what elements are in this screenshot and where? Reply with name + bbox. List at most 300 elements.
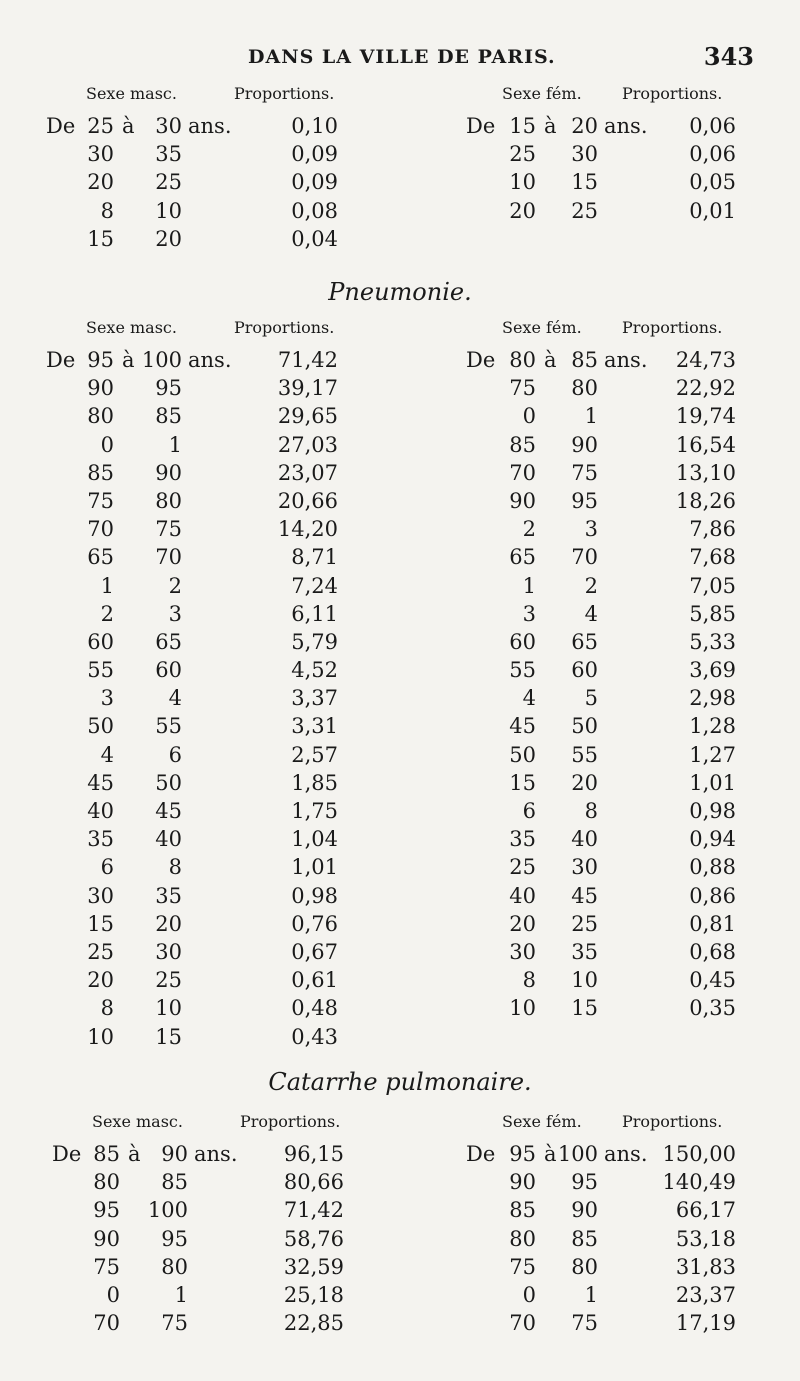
age-to: 1 xyxy=(584,404,598,429)
age-to: 1 xyxy=(174,1282,188,1307)
age-to: 80 xyxy=(161,1254,188,1279)
proportion-value: 1,27 xyxy=(689,742,736,767)
age-connector: à xyxy=(544,348,557,372)
table-row xyxy=(46,714,376,742)
table-row xyxy=(466,912,766,940)
age-from: 25 xyxy=(87,114,114,138)
proportion-value: 0,68 xyxy=(689,939,736,964)
table-row xyxy=(46,545,376,573)
proportion-value: 0,76 xyxy=(291,911,338,936)
age-from: 35 xyxy=(509,827,536,852)
table-row xyxy=(466,1255,766,1283)
proportion-value: 22,92 xyxy=(675,376,736,401)
proportion-value: 2,57 xyxy=(291,742,338,767)
age-from: 85 xyxy=(93,1142,120,1166)
proportion-value: 0,61 xyxy=(291,968,338,993)
proportion-value: 27,03 xyxy=(277,432,338,457)
table-row xyxy=(46,489,376,517)
age-from: 60 xyxy=(87,629,114,654)
proportion-value: 4,52 xyxy=(291,658,338,683)
age-unit: ans. xyxy=(604,1142,648,1166)
age-to: 85 xyxy=(571,1226,598,1251)
age-to: 90 xyxy=(571,1198,598,1223)
table-row xyxy=(466,743,766,771)
table-row xyxy=(46,404,376,432)
age-from: 8 xyxy=(522,968,536,993)
proportion-value: 150,00 xyxy=(662,1142,736,1166)
age-to: 85 xyxy=(571,348,598,372)
table-row xyxy=(466,1142,766,1170)
table-row xyxy=(466,545,766,573)
table-row xyxy=(52,1170,382,1198)
proportion-value: 39,17 xyxy=(277,376,338,401)
proportion-value: 0,98 xyxy=(291,883,338,908)
age-to: 35 xyxy=(155,142,182,167)
age-to: 8 xyxy=(168,855,182,880)
sex-label: Sexe masc. xyxy=(86,84,177,103)
proportion-value: 0,88 xyxy=(689,855,736,880)
age-to: 45 xyxy=(155,799,182,823)
proportion-value: 1,04 xyxy=(291,827,338,852)
age-to: 30 xyxy=(571,142,598,167)
table-row xyxy=(52,1255,382,1283)
table-row xyxy=(46,1025,376,1053)
proportion-value: 58,76 xyxy=(283,1226,344,1251)
age-to: 50 xyxy=(571,714,598,739)
proportion-value: 17,19 xyxy=(675,1311,736,1336)
proportion-value: 20,66 xyxy=(277,488,338,513)
age-to: 1 xyxy=(584,1282,598,1307)
table-row xyxy=(46,170,376,198)
table-row xyxy=(466,714,766,742)
age-connector: à xyxy=(544,114,557,138)
proportion-value: 0,05 xyxy=(689,170,736,195)
age-to: 15 xyxy=(155,1024,182,1049)
proportions-label: Proportions. xyxy=(240,1112,341,1131)
age-to: 95 xyxy=(161,1226,188,1251)
age-to: 90 xyxy=(155,460,182,485)
age-from: 90 xyxy=(509,1170,536,1195)
age-from: 0 xyxy=(522,404,536,429)
age-from: 65 xyxy=(509,545,536,570)
age-from: 25 xyxy=(509,142,536,167)
table-row xyxy=(466,884,766,912)
age-from: 15 xyxy=(509,114,536,138)
table-pneumonie-female xyxy=(466,318,766,1025)
table-row xyxy=(46,199,376,227)
age-to: 70 xyxy=(155,545,182,570)
table-continued-male xyxy=(46,84,376,255)
proportion-value: 0,09 xyxy=(291,142,338,167)
proportions-label: Proportions. xyxy=(622,318,723,337)
proportion-value: 0,86 xyxy=(689,883,736,908)
age-from: 90 xyxy=(509,488,536,513)
age-to: 15 xyxy=(571,996,598,1021)
age-from: 55 xyxy=(509,658,536,683)
column-header xyxy=(466,1112,766,1142)
row-prefix: De xyxy=(466,1142,496,1166)
age-from: 40 xyxy=(87,799,114,823)
age-to: 55 xyxy=(571,742,598,767)
age-from: 20 xyxy=(509,198,536,223)
age-from: 1 xyxy=(100,573,114,598)
proportion-value: 14,20 xyxy=(277,517,338,542)
age-to: 10 xyxy=(571,968,598,993)
row-prefix: De xyxy=(46,348,76,372)
age-from: 1 xyxy=(522,573,536,598)
age-from: 95 xyxy=(93,1198,120,1223)
age-from: 4 xyxy=(522,686,536,711)
age-from: 80 xyxy=(93,1170,120,1195)
age-from: 2 xyxy=(522,517,536,542)
proportion-value: 6,11 xyxy=(291,601,338,626)
sex-label: Sexe fém. xyxy=(502,318,582,337)
proportion-value: 0,98 xyxy=(689,799,736,823)
table-row xyxy=(466,602,766,630)
age-connector: à xyxy=(128,1142,141,1166)
proportion-value: 29,65 xyxy=(277,404,338,429)
proportion-value: 0,81 xyxy=(689,911,736,936)
table-row xyxy=(46,940,376,968)
age-to: 2 xyxy=(584,573,598,598)
proportion-value: 0,45 xyxy=(689,968,736,993)
age-from: 10 xyxy=(509,170,536,195)
age-to: 10 xyxy=(155,198,182,223)
age-to: 4 xyxy=(168,686,182,711)
age-from: 70 xyxy=(87,517,114,542)
proportion-value: 16,54 xyxy=(675,432,736,457)
age-from: 4 xyxy=(100,742,114,767)
table-row xyxy=(46,827,376,855)
age-to: 75 xyxy=(571,1311,598,1336)
age-to: 20 xyxy=(571,770,598,795)
age-to: 95 xyxy=(571,488,598,513)
proportion-value: 0,08 xyxy=(291,198,338,223)
table-catarrhe-female xyxy=(466,1112,766,1339)
proportion-value: 7,86 xyxy=(689,517,736,542)
proportion-value: 25,18 xyxy=(283,1282,344,1307)
age-from: 80 xyxy=(87,404,114,429)
row-prefix: De xyxy=(52,1142,82,1166)
proportion-value: 0,43 xyxy=(291,1024,338,1049)
proportion-value: 3,31 xyxy=(291,714,338,739)
age-to: 5 xyxy=(584,686,598,711)
age-to: 30 xyxy=(155,939,182,964)
table-catarrhe-male xyxy=(52,1112,382,1339)
proportion-value: 0,04 xyxy=(291,226,338,251)
table-row xyxy=(466,658,766,686)
proportion-value: 32,59 xyxy=(283,1254,344,1279)
proportion-value: 0,67 xyxy=(291,939,338,964)
age-to: 90 xyxy=(571,432,598,457)
column-header xyxy=(466,84,766,114)
table-row xyxy=(46,743,376,771)
age-from: 75 xyxy=(509,376,536,401)
age-from: 8 xyxy=(100,996,114,1021)
age-from: 80 xyxy=(509,348,536,372)
age-connector: à xyxy=(122,114,135,138)
age-from: 20 xyxy=(87,968,114,993)
age-to: 30 xyxy=(155,114,182,138)
age-to: 100 xyxy=(141,348,182,372)
proportion-value: 2,98 xyxy=(689,686,736,711)
proportion-value: 31,83 xyxy=(675,1254,736,1279)
table-row xyxy=(52,1142,382,1170)
age-to: 40 xyxy=(155,827,182,852)
table-row xyxy=(466,376,766,404)
table-row xyxy=(466,114,766,142)
proportion-value: 22,85 xyxy=(283,1311,344,1336)
proportion-value: 0,09 xyxy=(291,170,338,195)
age-from: 45 xyxy=(87,770,114,795)
table-row xyxy=(52,1283,382,1311)
proportion-value: 71,42 xyxy=(277,348,338,372)
table-row xyxy=(466,489,766,517)
running-header xyxy=(0,40,800,80)
age-from: 75 xyxy=(87,488,114,513)
age-to: 15 xyxy=(571,170,598,195)
table-row xyxy=(46,855,376,883)
age-to: 80 xyxy=(571,376,598,401)
column-header xyxy=(46,318,376,348)
age-to: 75 xyxy=(571,460,598,485)
age-to: 20 xyxy=(155,911,182,936)
table-row xyxy=(466,968,766,996)
table-row xyxy=(466,799,766,827)
age-to: 1 xyxy=(168,432,182,457)
age-from: 15 xyxy=(509,770,536,795)
age-from: 45 xyxy=(509,714,536,739)
proportion-value: 0,01 xyxy=(689,198,736,223)
age-from: 35 xyxy=(87,827,114,852)
age-to: 25 xyxy=(571,911,598,936)
row-prefix: De xyxy=(46,114,76,138)
table-continued-female xyxy=(466,84,766,227)
table-row xyxy=(46,996,376,1024)
age-to: 4 xyxy=(584,601,598,626)
proportion-value: 23,37 xyxy=(675,1282,736,1307)
table-row xyxy=(466,199,766,227)
proportion-value: 23,07 xyxy=(277,460,338,485)
age-to: 75 xyxy=(161,1311,188,1336)
table-row xyxy=(466,433,766,461)
age-from: 15 xyxy=(87,226,114,251)
table-row xyxy=(466,348,766,376)
age-to: 40 xyxy=(571,827,598,852)
age-from: 8 xyxy=(100,198,114,223)
sex-label: Sexe fém. xyxy=(502,1112,582,1131)
table-row xyxy=(466,517,766,545)
table-row xyxy=(466,686,766,714)
proportion-value: 5,79 xyxy=(291,629,338,654)
proportion-value: 13,10 xyxy=(675,460,736,485)
proportions-label: Proportions. xyxy=(234,318,335,337)
age-to: 25 xyxy=(155,170,182,195)
table-row xyxy=(466,142,766,170)
proportion-value: 0,10 xyxy=(291,114,338,138)
age-from: 25 xyxy=(87,939,114,964)
age-unit: ans. xyxy=(188,114,232,138)
age-to: 10 xyxy=(155,996,182,1021)
age-unit: ans. xyxy=(604,348,648,372)
age-from: 50 xyxy=(87,714,114,739)
table-row xyxy=(46,517,376,545)
age-from: 50 xyxy=(509,742,536,767)
age-from: 3 xyxy=(100,686,114,711)
age-unit: ans. xyxy=(188,348,232,372)
age-from: 6 xyxy=(100,855,114,880)
age-to: 3 xyxy=(168,601,182,626)
age-to: 35 xyxy=(155,883,182,908)
age-from: 85 xyxy=(509,432,536,457)
table-row xyxy=(466,461,766,489)
running-title: DANS LA VILLE DE PARIS. xyxy=(248,46,556,68)
table-row xyxy=(466,170,766,198)
proportion-value: 0,35 xyxy=(689,996,736,1021)
age-to: 80 xyxy=(571,1254,598,1279)
age-from: 0 xyxy=(522,1282,536,1307)
age-unit: ans. xyxy=(194,1142,238,1166)
proportion-value: 96,15 xyxy=(283,1142,344,1166)
table-row xyxy=(46,114,376,142)
table-row xyxy=(466,404,766,432)
table-row xyxy=(46,574,376,602)
age-from: 60 xyxy=(509,629,536,654)
proportion-value: 1,01 xyxy=(291,855,338,880)
proportion-value: 5,33 xyxy=(689,629,736,654)
proportion-value: 80,66 xyxy=(283,1170,344,1195)
proportion-value: 140,49 xyxy=(662,1170,736,1195)
age-from: 75 xyxy=(93,1254,120,1279)
proportion-value: 0,48 xyxy=(291,996,338,1021)
age-unit: ans. xyxy=(604,114,648,138)
age-from: 6 xyxy=(522,799,536,823)
age-from: 20 xyxy=(87,170,114,195)
section-title-catarrhe: Catarrhe pulmonaire. xyxy=(268,1068,532,1096)
table-pneumonie-male xyxy=(46,318,376,1053)
column-header xyxy=(466,318,766,348)
age-from: 75 xyxy=(509,1254,536,1279)
table-row xyxy=(466,1170,766,1198)
table-row xyxy=(466,1283,766,1311)
age-from: 20 xyxy=(509,911,536,936)
table-row xyxy=(466,771,766,799)
age-to: 20 xyxy=(571,114,598,138)
proportion-value: 7,24 xyxy=(291,573,338,598)
proportion-value: 71,42 xyxy=(283,1198,344,1223)
proportion-value: 0,94 xyxy=(689,827,736,852)
age-to: 95 xyxy=(155,376,182,401)
table-row xyxy=(52,1311,382,1339)
table-row xyxy=(466,630,766,658)
age-connector: à xyxy=(544,1142,557,1166)
table-row xyxy=(466,827,766,855)
age-from: 70 xyxy=(93,1311,120,1336)
table-row xyxy=(46,227,376,255)
age-from: 80 xyxy=(509,1226,536,1251)
table-row xyxy=(466,1311,766,1339)
age-to: 45 xyxy=(571,883,598,908)
proportion-value: 24,73 xyxy=(675,348,736,372)
section-title-pneumonie: Pneumonie. xyxy=(328,278,472,306)
proportion-value: 1,01 xyxy=(689,770,736,795)
proportion-value: 3,69 xyxy=(689,658,736,683)
age-from: 55 xyxy=(87,658,114,683)
table-row xyxy=(466,855,766,883)
age-to: 25 xyxy=(155,968,182,993)
proportion-value: 1,28 xyxy=(689,714,736,739)
age-from: 10 xyxy=(509,996,536,1021)
table-row xyxy=(52,1227,382,1255)
age-to: 60 xyxy=(571,658,598,683)
age-to: 8 xyxy=(584,799,598,823)
age-to: 60 xyxy=(155,658,182,683)
table-row xyxy=(46,433,376,461)
age-to: 55 xyxy=(155,714,182,739)
proportion-value: 7,05 xyxy=(689,573,736,598)
table-row xyxy=(52,1198,382,1226)
age-to: 35 xyxy=(571,939,598,964)
age-from: 2 xyxy=(100,601,114,626)
proportion-value: 8,71 xyxy=(291,545,338,570)
table-row xyxy=(46,630,376,658)
age-to: 2 xyxy=(168,573,182,598)
row-prefix: De xyxy=(466,348,496,372)
table-row xyxy=(46,912,376,940)
age-to: 80 xyxy=(155,488,182,513)
proportion-value: 7,68 xyxy=(689,545,736,570)
age-from: 90 xyxy=(87,376,114,401)
table-row xyxy=(46,376,376,404)
page-number: 343 xyxy=(703,42,754,71)
age-from: 0 xyxy=(100,432,114,457)
age-to: 95 xyxy=(571,1170,598,1195)
table-row xyxy=(46,884,376,912)
sex-label: Sexe masc. xyxy=(92,1112,183,1131)
age-to: 65 xyxy=(571,629,598,654)
row-prefix: De xyxy=(466,114,496,138)
age-from: 0 xyxy=(106,1282,120,1307)
age-to: 65 xyxy=(155,629,182,654)
table-row xyxy=(46,799,376,827)
table-row xyxy=(46,686,376,714)
age-to: 100 xyxy=(147,1198,188,1223)
table-row xyxy=(46,348,376,376)
age-to: 85 xyxy=(155,404,182,429)
age-to: 30 xyxy=(571,855,598,880)
age-to: 3 xyxy=(584,517,598,542)
age-from: 25 xyxy=(509,855,536,880)
column-header xyxy=(52,1112,382,1142)
proportions-label: Proportions. xyxy=(622,84,723,103)
proportion-value: 19,74 xyxy=(675,404,736,429)
age-to: 20 xyxy=(155,226,182,251)
sex-label: Sexe masc. xyxy=(86,318,177,337)
age-from: 30 xyxy=(509,939,536,964)
column-header xyxy=(46,84,376,114)
table-row xyxy=(466,1198,766,1226)
age-to: 70 xyxy=(571,545,598,570)
age-from: 70 xyxy=(509,1311,536,1336)
proportion-value: 18,26 xyxy=(675,488,736,513)
age-to: 100 xyxy=(557,1142,598,1166)
age-from: 15 xyxy=(87,911,114,936)
proportion-value: 5,85 xyxy=(689,601,736,626)
proportion-value: 0,06 xyxy=(689,114,736,138)
proportion-value: 3,37 xyxy=(291,686,338,711)
age-from: 95 xyxy=(509,1142,536,1166)
age-to: 85 xyxy=(161,1170,188,1195)
